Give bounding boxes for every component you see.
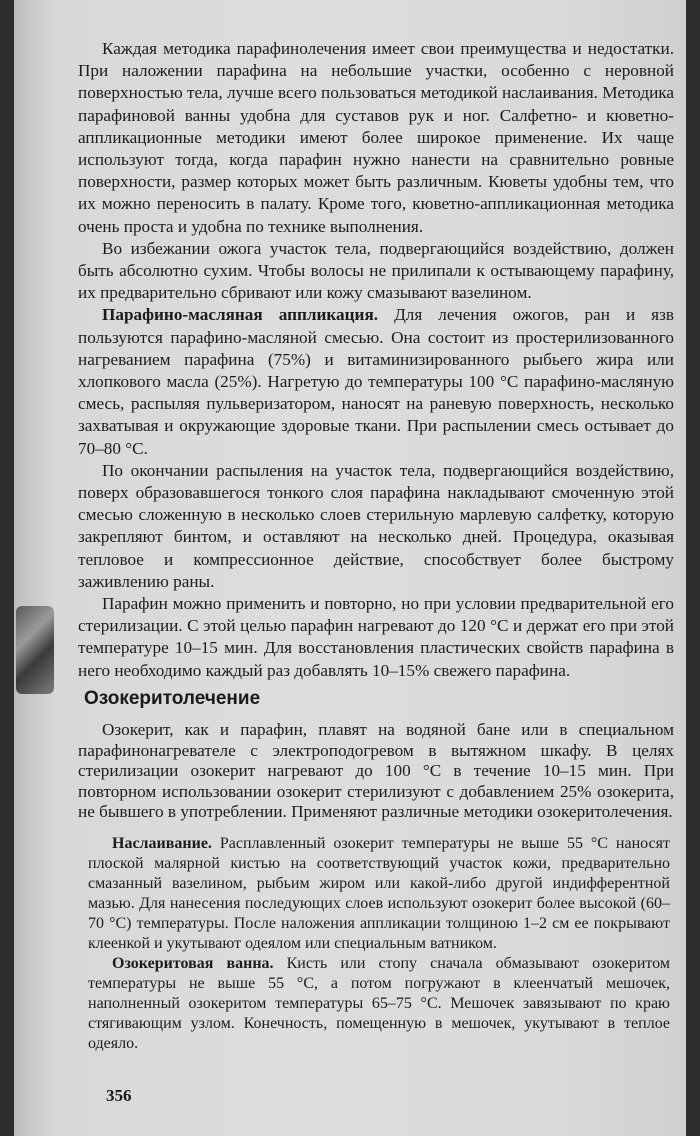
page-number: 356: [106, 1086, 132, 1105]
paragraph-text: Расплавленный озокерит температуры не выше 55 °С наносят плоской малярной кистью на соответствующий участок кожи, предварительно смазанный вазелином, рыбьим жиром или какой-либо другой индифферентной мазью. Для нанесения последующих слоев используют озокерит более высокой (60–70 °С) температуры. После наложения аппликации толщиною 1–2 см ее покрывают клеенкой и укутывают одеялом или специальным ватником.: [88, 835, 670, 952]
paragraph-text: Кисть или стопу сначала обмазывают озокеритом температуры не выше 55 °С, а потом погружают в клеенчатый мешочек, наполненный озокеритом температуры 65–75 °С. Мешочек завязывают по краю стягивающим узлом. Конечность, помещенную в мешочек, укутывают в теплое одеяло.: [88, 955, 670, 1052]
paragraph-text: По окончании распыления на участок тела, подвергающийся воздействию, поверх образовавшегося тонкого слоя парафина накладывают смоченную этой смесью сложенную в несколько слоев стерильную марлевую салфетку, которую закрепляют бинтом, и оставляют на несколько дней. Процедура, оказывая тепловое и компрессионное действие, способствует более быстрому заживлению раны.: [78, 460, 674, 591]
paragraph-text: Во избежании ожога участок тела, подвергающийся воздействию, должен быть абсолютно сухим. Чтобы волосы не прилипали к остывающему парафину, их предварительно сбривают или кожу смазывают вазелином.: [78, 238, 674, 303]
page-edge-marker: [16, 606, 54, 694]
paragraph-text: Для лечения ожогов, ран и язв пользуются парафино-масляной смесью. Она состоит из простерилизованного нагреванием парафина (75%) и витаминизированного рыбьего жира или хлопкового масла (25%). Нагретую до температуры 100 °С парафино-масляную смесь, распыляя пульверизатором, наносят на раневую поверхность, несколько захватывая и окружающие здоровые ткани. При распылении смесь остывает до 70–80 °С.: [78, 305, 674, 458]
paragraph-5: [78, 593, 674, 682]
paragraph-text: Каждая методика парафинолечения имеет свои преимущества и недостатки. При наложении парафина на небольшие участки, особенно с неровной поверхностью тела, лучше всего пользоваться методикой наслаивания. Методика парафиновой ванны удобна для суставов рук и ног. Салфетно- и кюветно-аппликационные методики имеют более широкое применение. Их чаще используют тогда, когда парафин нужно нанести на сравнительно ровные поверхности, размер которых может быть различным. Кюветы удобны тем, что их можно переносить в палату. Кроме того, кюветно-аппликационная методика очень проста и удобна по технике выполнения.: [78, 39, 674, 236]
paragraph-4: [78, 460, 674, 593]
paragraph-8: [88, 954, 670, 1054]
book-page: [14, 0, 686, 1136]
paragraph-1: [78, 38, 674, 238]
paragraph-lead: Наслаивание.: [112, 835, 212, 852]
paragraph-text: Озокерит, как и парафин, плавят на водяной бане или в специальном парафинонагревателе с электроподогревом в вытяжном шкафу. В целях стерилизации озокерит нагревают до 100 °С в течение 10–15 мин. При повторном использовании озокерит стерилизуют с добавлением 25% озокерита, не бывшего в употреблении. Применяют различные методики озокеритолечения.: [78, 720, 674, 821]
paragraph-6: [78, 720, 674, 823]
paragraph-7: [88, 834, 670, 954]
section-heading: Озокеритолечение: [84, 688, 261, 709]
paragraph-lead: Парафино-масляная аппликация.: [102, 305, 379, 325]
paragraph-2: [78, 238, 674, 305]
paragraph-lead: Озокеритовая ванна.: [112, 955, 274, 972]
paragraph-3: [78, 304, 674, 459]
paragraph-text: Парафин можно применить и повторно, но при условии предварительной его стерилизации. С этой целью парафин нагревают до 120 °С и держат его при этой температуре 10–15 мин. Для восстановления пластических свойств парафина в него необходимо каждый раз добавлять 10–15% свежего парафина.: [78, 594, 674, 680]
text-block-ozokerite: [78, 720, 674, 823]
text-block-methods: [88, 834, 670, 1054]
text-block-paraffin: [78, 38, 674, 682]
